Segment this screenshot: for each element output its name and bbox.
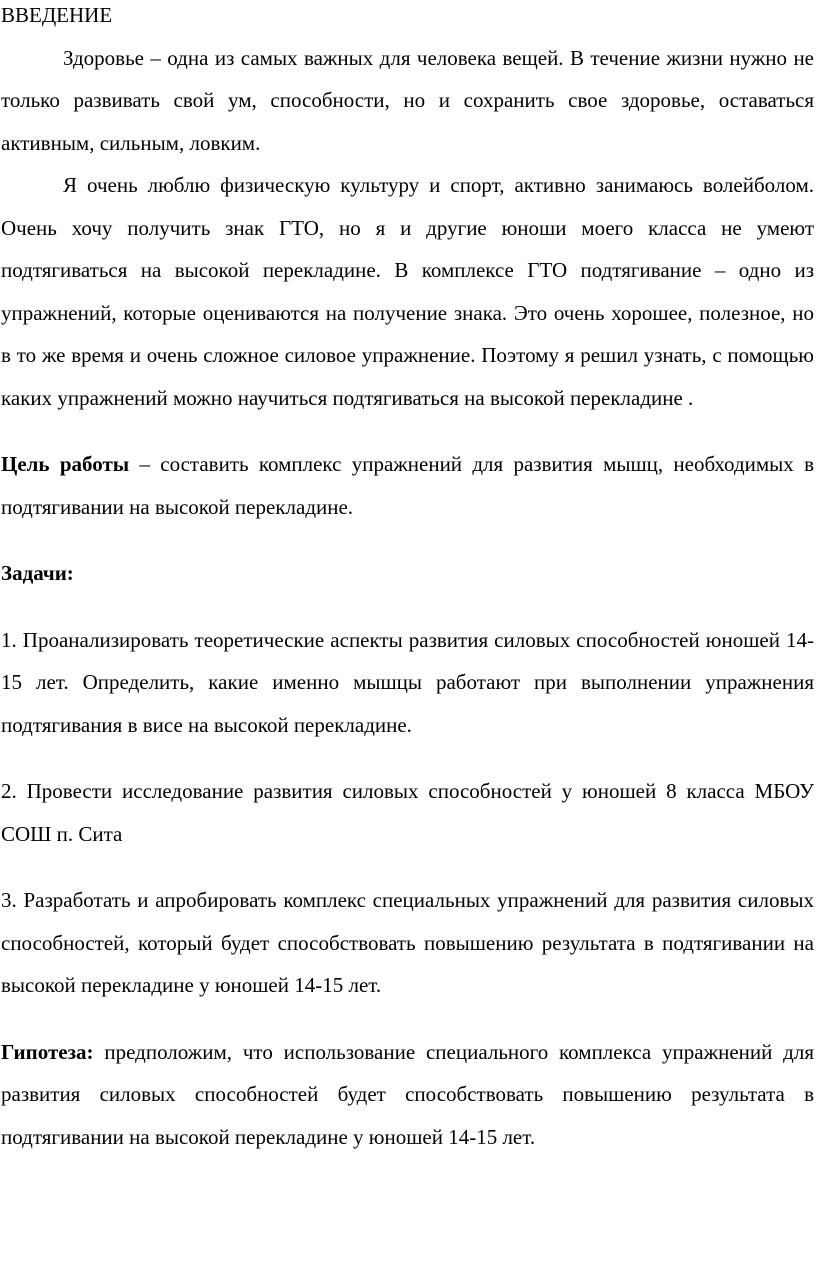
hypothesis-label: Гипотеза: — [1, 1039, 94, 1064]
goal-label: Цель работы — [1, 452, 130, 476]
intro-paragraph-1: Здоровье – одна из самых важных для человека вещей. В течение жизни нужно не только развивать свой ум, способности, но и сохранить свое здоровье, оставаться активным, сильным, ловким. — [1, 45, 814, 155]
goal-text: – составить комплекс упражнений для развития мышц, необходимых в подтягивании на высокой перекладине. — [1, 452, 814, 519]
tasks-label — [1, 552, 814, 595]
task-item-3: 3. Разработать и апробировать комплекс специальных упражнений для развития силовых способностей, который будет способствовать повышению результата в подтягивании на высокой перекладине у юношей 14-15 лет. — [1, 888, 814, 997]
task-item-1: 1. Проанализировать теоретические аспекты развития силовых способностей юношей 14-15 лет. Определить, какие именно мышцы работают при выполнении упражнения подтягивания в висе на высокой перекладине. — [1, 627, 814, 737]
section-heading: ВВЕДЕНИЕ — [1, 3, 113, 27]
task-item-2: 2. Провести исследование развития силовых способностей у юношей 8 класса МБОУ СОШ п. Сита — [1, 779, 814, 846]
goal-paragraph — [1, 443, 814, 528]
tasks-heading: Задачи: — [1, 561, 74, 585]
intro-paragraph-2: Я очень люблю физическую культуру и спорт, активно занимаюсь волейболом. Очень хочу получить знак ГТО, но я и другие юноши моего класса не умеют подтягиваться на высокой перекладине. В комплексе ГТО подтягивание – одно из упражнений, которые оцениваются на получение знака. Это очень хорошее, полезное, но в то же время и очень сложное силовое упражнение. Поэтому я решил узнать, с помощью каких упражнений можно научиться подтягиваться на высокой перекладине . — [1, 173, 814, 410]
hypothesis-paragraph — [1, 1031, 814, 1159]
hypothesis-text: предположим, что использование специального комплекса упражнений для развития силовых способностей будет способствовать повышению результата в подтягивании на высокой перекладине у юношей 14-15 лет. — [1, 1039, 814, 1149]
